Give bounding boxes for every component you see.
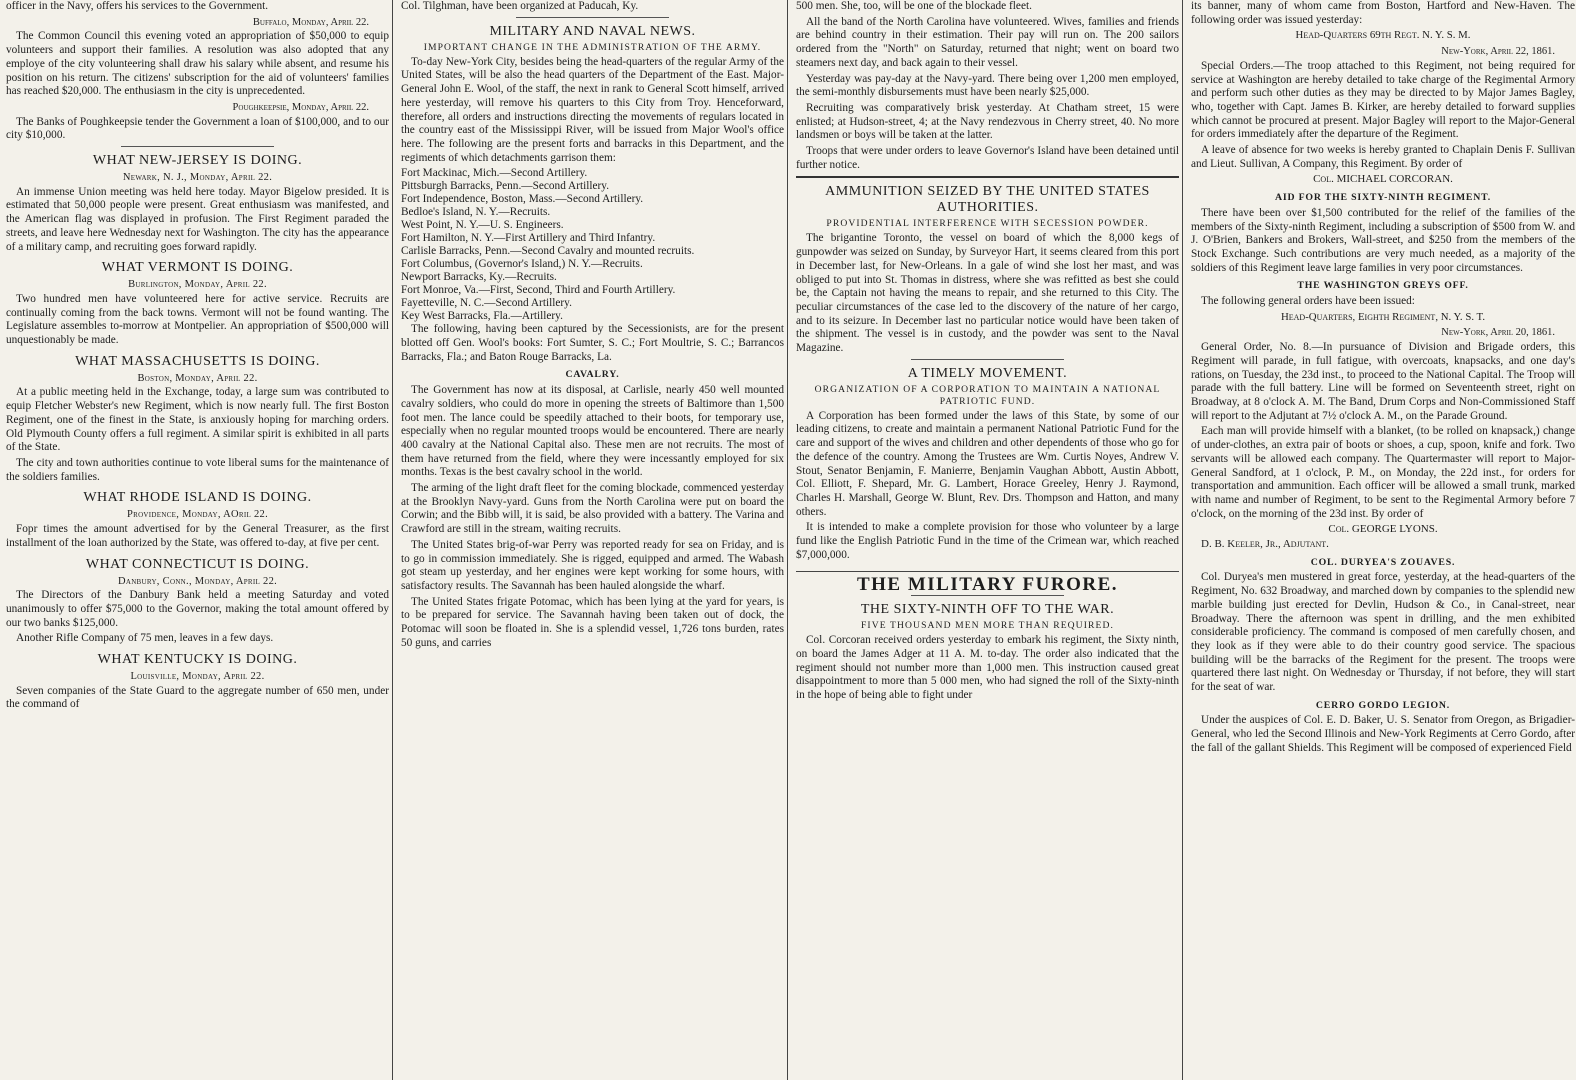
article-text: Troops that were under orders to leave Governor's Island have been detained until further notice. [796,145,1179,171]
article-text: To-day New-York City, besides being the head-quarters of the regular Army of the United States, will be also the head quarters of the Department of the East. Major-General John E. Wool, of the staff, the next in rank to General Scott himself, arrived here yesterday, will remove his quarters to this City from Troy. Henceforward, therefore, all orders and instructions directing the movements of regulars located in the country east of the Mississippi River, will be issued from Major Wool's office here. The following are the present forts and barracks in this Department, and the regiments of which detachments garrison them: [401,55,784,164]
dateline: New-York, April 22, 1861. [1441,46,1555,58]
article-text: All the band of the North Carolina have volunteered. Wives, families and friends are behind country in their estimation. Their pay will run on. The 200 sailors ordered from the "North" on Saturday, returned that night; went on board two steamers next day, and back again to their vessel. [796,15,1179,69]
subheading: COL. DURYEA'S ZOUAVES. [1310,556,1456,568]
article-text: The Banks of Poughkeepsie tender the Government a loan of $100,000, and to our city $10,000. [6,115,389,142]
article-text: There have been over $1,500 contributed for the relief of the families of the members of the Sixty-ninth Regiment, including a subscription of $500 from W. and J. O'Brien, Bankers and Brokers, Wall-street, and $250 from the members of the Stock Exchange. Such contributions are very much needed, as a majority of the soldiers of this Regiment leave large families in very poor circumstances. [1191,206,1575,274]
article-text: It is intended to make a complete provision for those who volunteer by a large fund like the English Patriotic Fund in the time of the Crimean war, which reached $7,000,000. [796,521,1179,561]
signature-line: Col. GEORGE LYONS. [1328,523,1438,536]
section-heading: THE SIXTY-NINTH OFF TO THE WAR. [860,602,1115,618]
section-heading: MILITARY AND NAVAL NEWS. [489,23,696,39]
forts-list [401,167,784,323]
order-header: Head-Quarters, Eighth Regiment, N. Y. S. T. [1280,310,1486,323]
list-item: Fort Hamilton, N. Y.—First Artillery and Third Infantry. [401,232,656,245]
article-text: General Order, No. 8.—In pursuance of Division and Brigade orders, this Regiment will parade, in full fatigue, with overcoats, knapsacks, and one day's rations, on Tuesday, the 23d inst., to proceed to the National Capital. The Troop will parade with the full battery. Line will be formed on Seventeenth street, right on Broadway, at 8 o'clock A. M. The Band, Drum Corps and Non-Commissioned Staff will report to the Adjutant at 7½ o'clock A. M., on the Parade Ground. [1191,341,1575,422]
dateline: Burlington, Monday, April 22. [128,279,267,291]
list-item: Bedloe's Island, N. Y.—Recruits. [401,206,551,219]
subheading: CERRO GORDO LEGION. [1315,699,1451,711]
article-text: At a public meeting held in the Exchange, today, a large sum was contributed to equip Fletcher Webster's new Regiment, which is now nearly full. The first Boston Regiment, one of the finest in the State, is anxiously hoping for marching orders. Old Plymouth County offers a full regiment. A similar spirit is exhibited in all parts of the State. [6,386,389,454]
list-item: Fort Columbus, (Governor's Island,) N. Y.—Recruits. [401,258,643,271]
article-text: 500 men. She, too, will be one of the blockade fleet. [796,0,1032,12]
dateline: Providence, Monday, AOril 22. [126,509,269,521]
dateline: Louisville, Monday, April 22. [130,671,265,683]
list-item: Newport Barracks, Ky.—Recruits. [401,271,557,284]
section-heading: WHAT RHODE ISLAND IS DOING. [83,490,312,506]
article-text: The Directors of the Danbury Bank held a meeting Saturday and voted unanimously to offer $75,000 to the Governor, making the total amount offered by our two banks $125,000. [6,589,389,629]
divider [516,17,669,18]
article-text: An immense Union meeting was held here today. Mayor Bigelow presided. It is estimated that 50,000 people were present. Great enthusiasm was manifested, and the American flag was displayed in profusion. The First Regiment paraded the streets, and leave here Wednesday next for Washington. The city has the appearance of a military camp, and recruiting goes forward rapidly. [6,185,389,253]
article-text: Yesterday was pay-day at the Navy-yard. There being over 1,200 men employed, the semi-monthly disbursements must have been nearly $25,000. [796,72,1179,99]
article-text: Seven companies of the State Guard to the aggregate number of 650 men, under the command of [6,684,389,711]
article-text: The United States frigate Potomac, which has been lying at the yard for years, is to be prepared for service. The Savannah having been taken out of dock, the Potomac will soon be floated in. She is a splendid vessel, 1,726 tons burden, rates 50 guns, and carries [401,595,784,649]
section-heading: AMMUNITION SEIZED BY THE UNITED STATES AUTHORITIES. [825,184,1150,216]
section-heading: WHAT MASSACHUSETTS IS DOING. [75,353,320,369]
main-headline: THE MILITARY FURORE. [796,571,1179,592]
subheading: THE WASHINGTON GREYS OFF. [1297,280,1469,292]
list-item: Fort Mackinac, Mich.—Second Artillery. [401,167,588,180]
article-text: Col. Tilghman, have been organized at Paducah, Ky. [401,0,639,12]
list-item: Fort Monroe, Va.—First, Second, Third and Fourth Artillery. [401,284,676,297]
article-text: Fopr times the amount advertised for by the General Treasurer, as the first installment of the loan authorized by the State, was offered to-day, at five per cent. [6,523,389,549]
column-4 [1188,0,1576,1080]
order-header: Head-Quarters 69th Regt. N. Y. S. M. [1295,29,1471,42]
list-item: West Point, N. Y.—U. S. Engineers. [401,219,564,232]
dateline: New-York, April 20, 1861. [1441,327,1555,339]
subheading: IMPORTANT CHANGE IN THE ADMINISTRATION OF THE ARMY. [423,41,762,53]
article-text: Under the auspices of Col. E. D. Baker, U. S. Senator from Oregon, as Brigadier-General, who led the Second Illinois and New-York Regiments at Cerro Gordo, after the fall of the gallant Shields. This Regiment will be composed of experienced Field [1191,714,1575,754]
article-text: Each man will provide himself with a blanket, (to be rolled on knapsack,) change of under-clothes, an extra pair of boots or shoes, a cup, spoon, knife and fork. Two servants will be allowed each company. The Quartermaster will report to Major-General Sandford, at 1 o'clock, P. M., on Monday, the 22d inst., for orders for transportation and ammunition. Each officer will be allowed a small trunk, marked with name and number of Regiment, to be sent to the Regimental Armory before 7 o'clock, on the morning of the 23d inst. By order of [1191,425,1575,520]
column-1 [3,0,393,1080]
column-2 [398,0,788,1080]
article-text: A Corporation has been formed under the laws of this State, by some of our leading citizens, to create and maintain a permanent National Patriotic Fund for the care and support of the wives and children and other dependents of those who go for the defence of the country. Among the Trustees are Wm. Curtis Noyes, Andrew V. Stout, Senator Benjamin, F. Manierre, Benjamin Vaughan Abbott, Austin Abbott, Col. Elliott, F. Shepard, Mr. G. Lambert, Horace Greeley, Henry J. Raymond, Charles H. Marshall, George W. Blunt, Rev. Drs. Thompson and Hatton, and many others. [796,409,1179,518]
article-text: officer in the Navy, offers his services to the Government. [6,0,269,12]
article-text: The arming of the light draft fleet for the coming blockade, commenced yesterday at the Brooklyn Navy-yard. Guns from the North Carolina were put on board the Corwin; and the Bibb will, it is said, be also provided with a battery. The Varina and Crawford are still in the stream, waiting recruits. [401,482,784,536]
article-text: Special Orders.—The troop attached to this Regiment, not being required for service at Washington are hereby detailed to take charge of the Regimental Armory and perform such other duties as they may be directed to by Major James Bagley, who, together with Capt. James B. Kirker, are hereby detailed to forward supplies which cannot be procured at present. Major Bagley will report to the Major-General for orders immediately after the departure of the Regiment. [1191,59,1575,141]
article-text: The following, having been captured by the Secessionists, are for the present blotted off Gen. Wool's books: Fort Sumter, S. C.; Fort Moultrie, S. C.; Barrancos Barracks, Fla.; and Baton Rouge Barracks, La. [401,323,784,363]
divider [911,595,1064,596]
divider [121,146,274,147]
divider [911,359,1064,360]
article-text: Another Rifle Company of 75 men, leaves in a few days. [16,632,274,645]
subheading: ORGANIZATION OF A CORPORATION TO MAINTAIN A NATIONAL PATRIOTIC FUND. [814,383,1161,407]
article-text: Two hundred men have volunteered here for active service. Recruits are continually coming from the back towns. Vermont will not be found wanting. The Legislature assembles to-morrow at Montpelier. An appropriation of $500,000 will unquestionably be made. [6,292,389,347]
column-3 [793,0,1183,1080]
dateline: Boston, Monday, April 22. [137,372,258,384]
article-text: The city and town authorities continue to vote liberal sums for the maintenance of the soldiers families. [6,456,389,483]
list-item: Carlisle Barracks, Penn.—Second Cavalry and mounted recruits. [401,245,695,258]
section-heading: WHAT VERMONT IS DOING. [101,260,294,276]
article-text: The brigantine Toronto, the vessel on board of which the 8,000 kegs of gunpowder was seized on Sunday, by Surveyor Hart, it seems cleared from this port in December last, for New-Orleans. In a gale of wind she lost her mast, and was obliged to put into St. Thomas in distress, where she was refitted as best she could be, the Captain not having the means to repair, and she returned to this City. The peculiar circumstances of the case led to the discovery of the nature of her cargo, and to its seizure. In December last no particular notice would have been taken of the shipment. The vessel is in custody, and the powder was sent to the Naval Magazine. [796,232,1179,355]
dateline: Poughkeepsie, Monday, April 22. [232,101,369,113]
article-text: Recruiting was comparatively brisk yesterday. At Chatham street, 15 were enlisted; at Hudson-street, 4; at the Navy rendezvous in Cherry street, 40. No more landsmen or boys will be taken at the latter. [796,101,1179,142]
list-item: Pittsburgh Barracks, Penn.—Second Artillery. [401,180,610,193]
list-item: Fayetteville, N. C.—Second Artillery. [401,297,572,310]
dateline: Buffalo, Monday, April 22. [252,16,369,28]
subheading: PROVIDENTIAL INTERFERENCE WITH SECESSION POWDER. [826,218,1149,230]
subheading: AID FOR THE SIXTY-NINTH REGIMENT. [1275,192,1491,204]
divider [796,176,1179,178]
dateline: Newark, N. J., Monday, April 22. [122,172,273,184]
article-text: its banner, many of whom came from Boston, Hartford and New-Haven. The following order was issued yesterday: [1191,0,1575,26]
section-heading: WHAT NEW-JERSEY IS DOING. [92,153,303,169]
list-item: Fort Independence, Boston, Mass.—Second Artillery. [401,193,644,206]
article-text: The Common Council this evening voted an appropriation of $50,000 to equip volunteers and support their families. A resolution was also adopted that any employe of the city volunteering shall draw his salary while absent, and resume his position on his return. The citizens' subscription for the aid of volunteers' families has reached $20,000. The enthusiasm in the city is unprecedented. [6,30,389,98]
subheading: CAVALRY. [565,369,620,381]
section-heading: A TIMELY MOVEMENT. [907,365,1068,381]
article-text: The Government has now at its disposal, at Carlisle, nearly 450 well mounted cavalry soldiers, who could do more in opening the streets of Baltimore than 1,500 foot men. The lance could be speedily attached to their boots, for temporary use, especially when no regular mounted troops would be encountered. There are nearly 400 cavalry at the National Capital also. These men are not recruits. The most of them have returned from the field, where they were incessantly employed for six months. Texas is the best cavalry school in the world. [401,384,784,479]
article-text: The following general orders have been issued: [1201,295,1415,308]
list-item: Key West Barracks, Fla.—Artillery. [401,310,563,323]
article-text: Col. Duryea's men mustered in great force, yesterday, at the head-quarters of the Regiment, No. 632 Broadway, and marched down by companies to the splendid new marble building just erected for Devlin, Hudson & Co., in Canal-street, near Broadway. There the afternoon was spent in drilling, and the men exhibited considerable proficiency. The command is composed of men carefully chosen, and they look as if they were able to do their country good service. The spacious building will be the barracks of the Regiment for the present. The troops were quartered there last night. On Wednesday or Thursday, if not before, they will start for the seat of war. [1191,571,1575,694]
article-text: The United States brig-of-war Perry was reported ready for sea on Friday, and is to go in commission immediately. She is rigged, equipped and armed. The Wabash got steam up yesterday, and her engines were kept working for some hours, with satisfactory results. The Savannah has been hauled alongside the wharf. [401,538,784,592]
article-text: A leave of absence for two weeks is hereby granted to Chaplain Denis F. Sullivan and Lieut. Sullivan, A Company, this Regiment. By order of [1191,144,1575,170]
dateline: Danbury, Conn., Monday, April 22. [117,575,278,587]
signature-line: Col. MICHAEL CORCORAN. [1313,173,1453,186]
section-heading: WHAT CONNECTICUT IS DOING. [85,556,310,572]
article-text: Col. Corcoran received orders yesterday to embark his regiment, the Sixty ninth, on board the James Adger at 11 A. M. to-day. The order also indicated that the regiment should not number more than 1,000 men. This instruction caused great disappointment to more than 5 000 men, who had signed the roll of the Sixty-ninth in the hope of being able to fight under [796,634,1179,702]
section-heading: WHAT KENTUCKY IS DOING. [97,652,298,668]
subheading: FIVE THOUSAND MEN MORE THAN REQUIRED. [860,620,1114,632]
signature-line: D. B. Keeler, Jr., Adjutant. [1201,538,1329,551]
